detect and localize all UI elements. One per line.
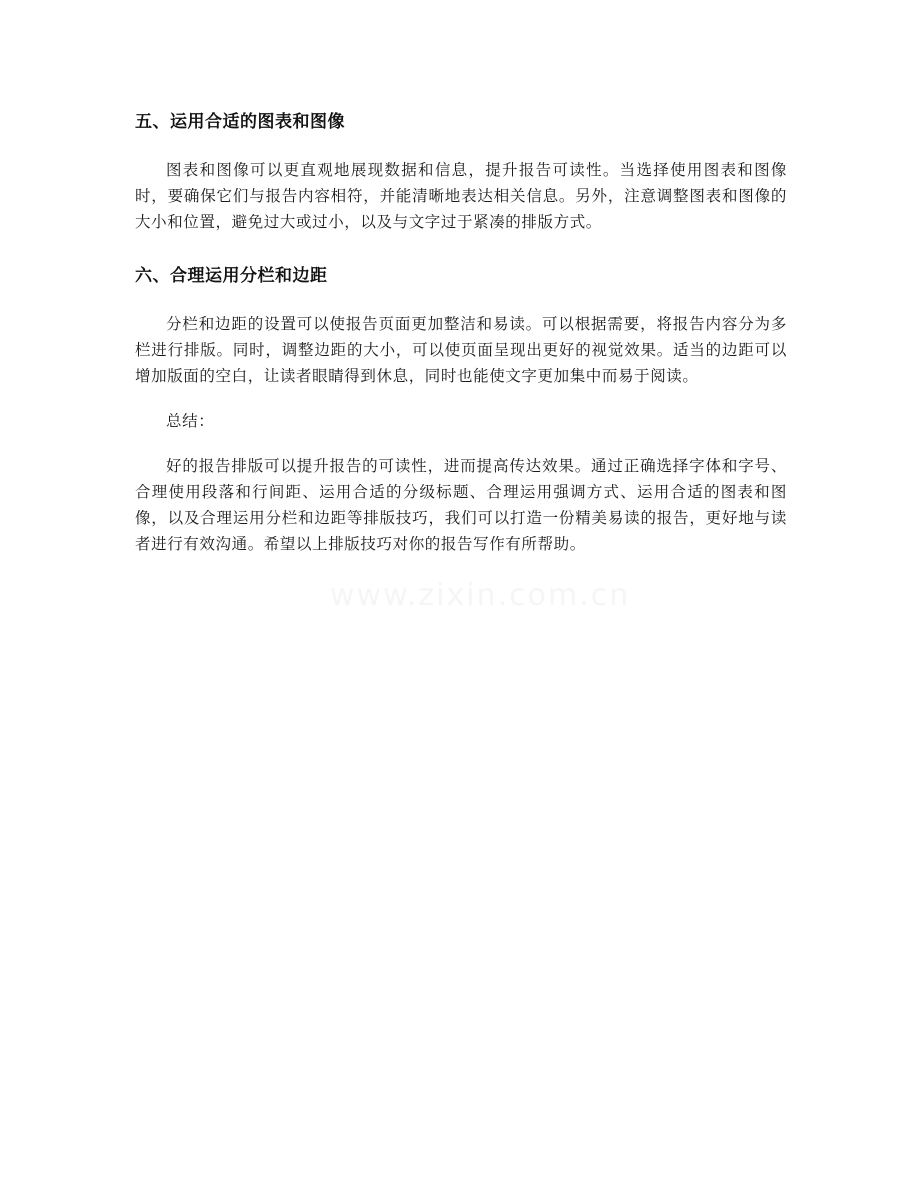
- section-body-charts: 图表和图像可以更直观地展现数据和信息，提升报告可读性。当选择使用图表和图像时，要确保它们与报告内容相符，并能清晰地表达相关信息。另外，注意调整图表和图像的大小和位置，避免过大或过小，以及与文字过于紧凑的排版方式。: [135, 161, 787, 231]
- section-body-columns: 分栏和边距的设置可以使报告页面更加整洁和易读。可以根据需要，将报告内容分为多栏进行排版。同时，调整边距的大小，可以使页面呈现出更好的视觉效果。适当的边距可以增加版面的空白，让读者眼睛得到休息，同时也能使文字更加集中而易于阅读。: [135, 315, 787, 385]
- section-heading-columns: 六、合理运用分栏和边距: [135, 266, 328, 286]
- section-heading-charts: 五、运用合适的图表和图像: [135, 112, 345, 132]
- summary-label: 总结：: [166, 412, 215, 430]
- watermark: [330, 578, 630, 613]
- document-page: [135, 100, 787, 557]
- summary-body: 好的报告排版可以提升报告的可读性，进而提高传达效果。通过正确选择字体和字号、合理使用段落和行间距、运用合适的分级标题、合理运用强调方式、运用合适的图表和图像，以及合理运用分栏和边距等排版技巧，我们可以打造一份精美易读的报告，更好地与读者进行有效沟通。希望以上排版技巧对你的报告写作有所帮助。: [135, 457, 787, 553]
